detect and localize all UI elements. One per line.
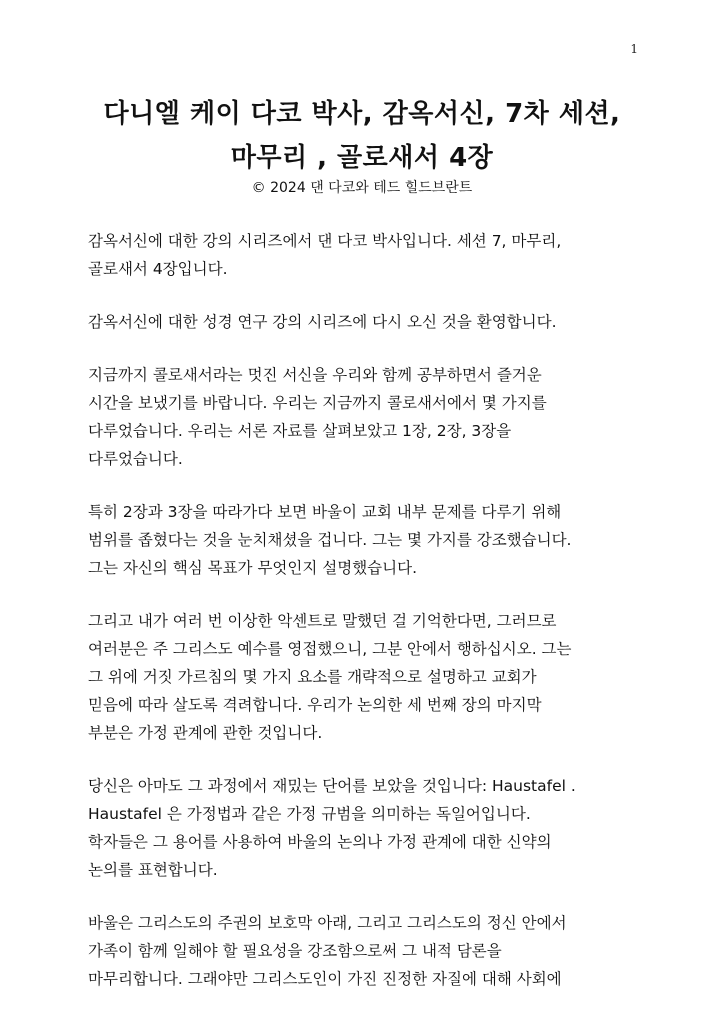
page-number: 1 [630,42,638,56]
text-line: 여러분은 주 그리스도 예수를 영접했으니, 그분 안에서 행하십시오. 그는 [88,640,572,658]
copyright-notice: © 2024 댄 다코와 테드 힐드브란트 [251,180,473,196]
paragraph [88,227,648,283]
paragraph [88,607,648,747]
text-line: 당신은 아마도 그 과정에서 재밌는 단어를 보았을 것입니다: Haustafel . [88,777,576,795]
text-line: 부분은 가정 관계에 관한 것입니다. [88,724,323,742]
text-line: 학자들은 그 용어를 사용하여 바울의 논의나 가정 관계에 대한 신약의 [88,833,552,851]
paragraph [88,498,648,582]
text-line: 다루었습니다. [88,450,183,468]
text-line: 논의를 표현합니다. [88,861,218,879]
text-line: 그는 자신의 핵심 목표가 무엇인지 설명했습니다. [88,559,418,577]
paragraph [88,772,648,884]
text-line: 마무리합니다. 그래야만 그리스도인이 가진 진정한 자질에 대해 사회에 [88,970,562,988]
document-title [60,92,664,180]
text-line: 감옥서신에 대한 강의 시리즈에서 댄 다코 박사입니다. 세션 7, 마무리, [88,232,562,250]
paragraph [88,361,648,473]
paragraph [88,909,648,993]
text-line: 그리고 내가 여러 번 이상한 악센트로 말했던 걸 기억한다면, 그러므로 [88,612,557,630]
text-line: 바울은 그리스도의 주권의 보호막 아래, 그리고 그리스도의 정신 안에서 [88,914,567,932]
text-line: 시간을 보냈기를 바랍니다. 우리는 지금까지 콜로새서에서 몇 가지를 [88,394,547,412]
text-line: 가족이 함께 일해야 할 필요성을 강조함으로써 그 내적 담론을 [88,942,502,960]
text-line: 골로새서 4장입니다. [88,260,228,278]
paragraph [88,308,648,336]
title-line: 다니엘 케이 다코 박사, 감옥서신, 7차 세션, [103,99,621,129]
text-line: 범위를 좁혔다는 것을 눈치채셨을 겁니다. 그는 몇 가지를 강조했습니다. [88,531,572,549]
text-line: 지금까지 콜로새서라는 멋진 서신을 우리와 함께 공부하면서 즐거운 [88,366,542,384]
document-body [88,227,648,1018]
text-line: 그 위에 거짓 가르침의 몇 가지 요소를 개략적으로 설명하고 교회가 [88,668,537,686]
text-line: 특히 2장과 3장을 따라가다 보면 바울이 교회 내부 문제를 다루기 위해 [88,503,562,521]
text-line: 감옥서신에 대한 성경 연구 강의 시리즈에 다시 오신 것을 환영합니다. [88,313,557,331]
text-line: 믿음에 따라 살도록 격려합니다. 우리가 논의한 세 번째 장의 마지막 [88,696,542,714]
text-line: Haustafel 은 가정법과 같은 가정 규범을 의미하는 독일어입니다. [88,805,531,823]
title-line: 마무리 , 골로새서 4장 [230,143,494,173]
text-line: 다루었습니다. 우리는 서론 자료를 살펴보았고 1장, 2장, 3장을 [88,422,512,440]
